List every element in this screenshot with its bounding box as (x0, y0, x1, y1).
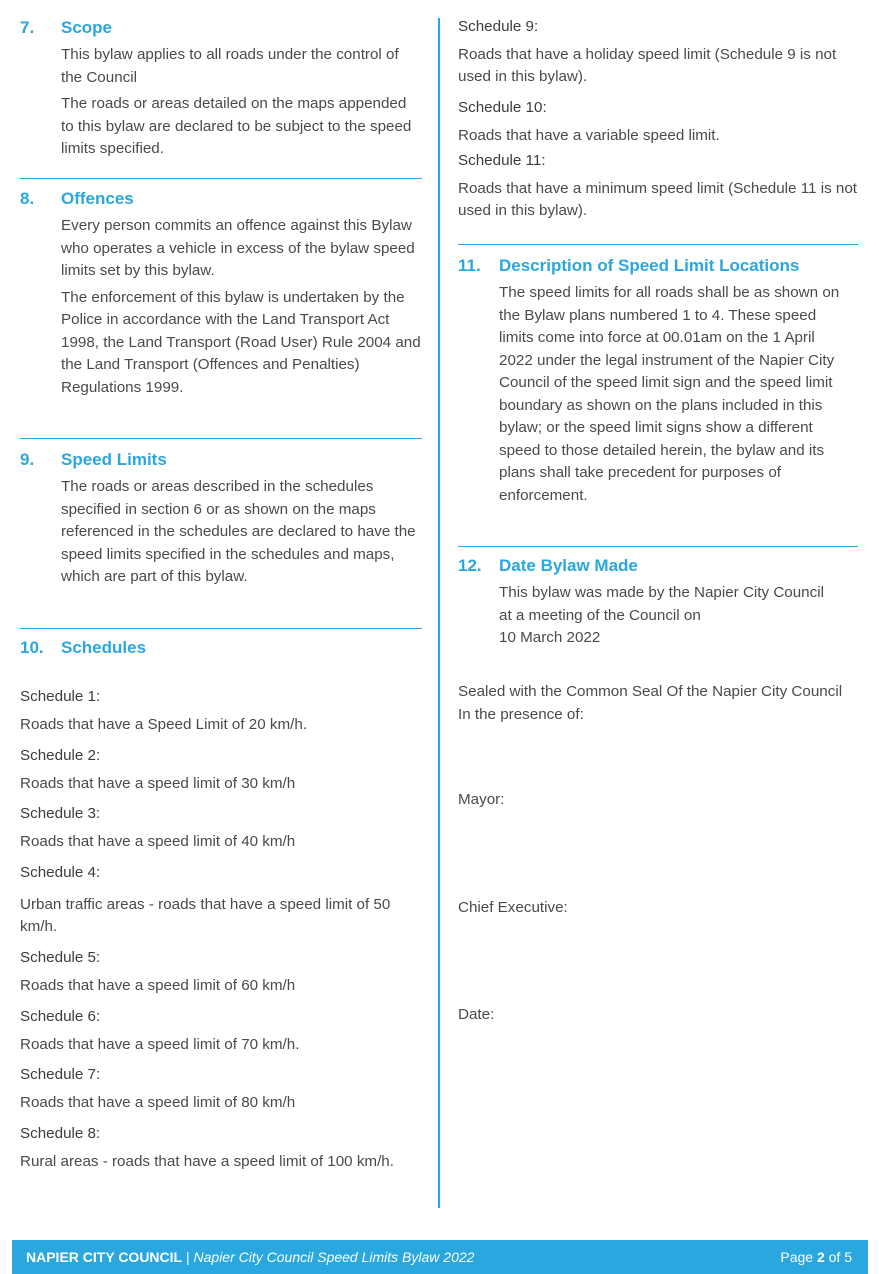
schedule-11 (458, 150, 858, 223)
date-signature-label: Date: (458, 1006, 495, 1023)
schedule-6 (20, 1006, 422, 1056)
section-speed-limits (20, 448, 422, 589)
schedule-text: Rural areas - roads that have a speed limit of 100 km/h. (20, 1152, 394, 1170)
schedule-1 (20, 686, 422, 736)
footer-doc-title: Napier City Council Speed Limits Bylaw 2022 (193, 1249, 475, 1265)
section-number: 11. (458, 256, 481, 275)
section-number: 7. (20, 18, 35, 37)
schedule-heading: Schedule 1: (20, 688, 101, 705)
page-indicator (780, 1240, 852, 1274)
schedule-text: Urban traffic areas - roads that have a speed limit of 50 km/h. (20, 895, 391, 935)
section-scope (20, 16, 422, 161)
schedule-heading: Schedule 3: (20, 805, 101, 822)
section-heading (20, 16, 422, 40)
section-number: 9. (20, 450, 35, 469)
schedule-heading: Schedule 4: (20, 864, 101, 881)
footer-left (26, 1240, 474, 1274)
schedule-heading: Schedule 11: (458, 152, 546, 169)
schedule-text: Roads that have a speed limit of 80 km/h (20, 1093, 296, 1111)
schedule-text: Roads that have a speed limit of 30 km/h (20, 774, 296, 792)
schedule-3 (20, 803, 422, 853)
schedule-9 (458, 16, 858, 89)
section-heading (458, 254, 858, 278)
schedule-text: Roads that have a minimum speed limit (Schedule 11 is not used in this bylaw). (458, 179, 858, 219)
section-number: 8. (20, 189, 35, 208)
section-title: Offences (61, 189, 134, 208)
section-schedules (20, 636, 422, 660)
schedule-heading: Schedule 8: (20, 1125, 101, 1142)
section-title: Description of Speed Limit Locations (499, 256, 800, 275)
schedule-text: Roads that have a holiday speed limit (Schedule 9 is not used in this bylaw). (458, 45, 837, 85)
section-divider (458, 546, 858, 547)
section-date-made (458, 554, 858, 650)
schedule-5 (20, 947, 422, 997)
schedule-heading: Schedule 10: (458, 99, 547, 116)
section-number: 12. (458, 556, 482, 575)
schedule-text: Roads that have a Speed Limit of 20 km/h. (20, 715, 308, 733)
paragraph: This bylaw was made by the Napier City Council at a meeting of the Council on (499, 584, 824, 624)
section-divider (20, 178, 422, 179)
seal-statement: Sealed with the Common Seal Of the Napier City Council In the presence of: (458, 683, 843, 723)
section-divider (458, 244, 858, 245)
paragraph: The roads or areas described in the schedules specified in section 6 or as shown on the maps referenced in the schedules are declared to have the speed limits specified in the schedules and maps, which are part of this bylaw. (61, 478, 416, 585)
page-suffix: of 5 (824, 1249, 852, 1265)
schedule-2 (20, 745, 422, 795)
schedule-7 (20, 1064, 422, 1114)
paragraph: The enforcement of this bylaw is undertaken by the Police in accordance with the Land Transport Act 1998, the Land Transport (Road User) Rule 2004 and the Land Transport (Offences and Penalties) Regulations 1999. (61, 288, 421, 396)
chief-executive-signature-label: Chief Executive: (458, 899, 568, 916)
section-number: 10. (20, 638, 44, 657)
meeting-date: 10 March 2022 (499, 629, 601, 646)
section-offences (20, 187, 422, 399)
schedule-8 (20, 1123, 395, 1173)
schedule-text: Roads that have a speed limit of 60 km/h (20, 976, 296, 994)
schedule-heading: Schedule 7: (20, 1066, 101, 1083)
section-heading (20, 448, 422, 472)
mayor-signature-label: Mayor: (458, 791, 505, 808)
section-heading (20, 187, 422, 211)
paragraph: Every person commits an offence against this Bylaw who operates a vehicle in excess of the bylaw speed limits set by this bylaw. (61, 217, 415, 279)
section-divider (20, 438, 422, 439)
section-description (458, 254, 858, 507)
schedule-heading: Schedule 9: (458, 18, 539, 35)
schedule-text: Roads that have a speed limit of 40 km/h (20, 832, 296, 850)
page-number: 2 (816, 1249, 825, 1265)
paragraph: The speed limits for all roads shall be as shown on the Bylaw plans numbered 1 to 4. These speed limits come into force at 00.01am on the 1 April 2022 under the legal instrument of the Napier City Council of the speed limit sign and the speed limit boundary as shown on the plans included in this bylaw; or the speed limit signs show a different speed to those detailed herein, the bylaw and its plans shall take precedent for purposes of enforcement. (499, 284, 840, 504)
page-prefix: Page (780, 1249, 817, 1265)
section-title: Date Bylaw Made (499, 556, 638, 575)
section-title: Speed Limits (61, 450, 167, 469)
column-divider (438, 18, 440, 1208)
section-heading (458, 554, 858, 578)
footer-org: NAPIER CITY COUNCIL (26, 1249, 183, 1265)
paragraph: This bylaw applies to all roads under the control of the Council (61, 46, 399, 86)
schedule-10 (458, 97, 858, 147)
schedule-heading: Schedule 5: (20, 949, 101, 966)
section-heading (20, 636, 422, 660)
section-title: Schedules (61, 638, 147, 657)
schedule-text: Roads that have a speed limit of 70 km/h. (20, 1035, 300, 1053)
schedule-text: Roads that have a variable speed limit. (458, 126, 720, 144)
schedule-heading: Schedule 6: (20, 1008, 101, 1025)
section-divider (20, 628, 422, 629)
page-footer (12, 1240, 868, 1274)
paragraph: The roads or areas detailed on the maps appended to this bylaw are declared to be subject to the speed limits specified. (61, 95, 412, 157)
schedule-heading: Schedule 2: (20, 747, 101, 764)
schedule-4 (20, 862, 422, 939)
footer-separator: | (182, 1249, 194, 1265)
section-title: Scope (61, 18, 113, 37)
